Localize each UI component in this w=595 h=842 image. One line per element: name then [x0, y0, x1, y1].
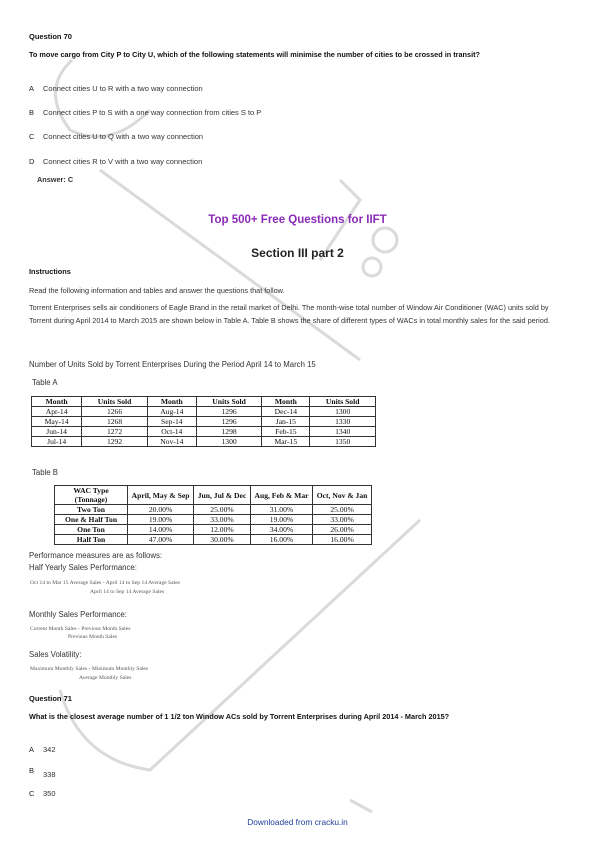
question-number: Question 70: [29, 32, 72, 41]
table-cell: Sep-14: [147, 417, 196, 427]
table-cell: Mar-15: [262, 437, 310, 447]
table-row: [32, 427, 376, 437]
watermark-stroke: [100, 170, 360, 360]
option-text[interactable]: 338: [43, 770, 56, 779]
table-cell: 19.00%: [250, 515, 312, 525]
table-cell: 16.00%: [250, 535, 312, 545]
table-cell: 14.00%: [128, 525, 194, 535]
table-row: [55, 525, 372, 535]
table-cell: 19.00%: [128, 515, 194, 525]
half-yearly-numerator: Oct 14 to Mar 15 Average Sales - April 14 to Sep 14 Average Sales: [30, 580, 180, 586]
answer-label: Answer: C: [37, 175, 74, 184]
table-header-row: [32, 397, 376, 407]
watermark-stroke: [55, 60, 150, 137]
option-text[interactable]: Connect cities U to Q with a two way connection: [43, 132, 204, 141]
table-row: [32, 437, 376, 447]
table-cell: Apr-14: [32, 407, 82, 417]
row-header: Two Ton: [55, 505, 128, 515]
option-letter: A: [29, 84, 35, 93]
table-cell: 47.00%: [128, 535, 194, 545]
table-cell: 33.00%: [194, 515, 251, 525]
table-b-label: Table B: [32, 468, 59, 477]
promo-link[interactable]: Top 500+ Free Questions for IIFT: [208, 214, 387, 226]
table-cell: 1300: [196, 437, 262, 447]
table-cell: Feb-15: [262, 427, 310, 437]
table-a: [31, 396, 376, 447]
table-cell: Dec-14: [262, 407, 310, 417]
table-cell: Jul-14: [32, 437, 82, 447]
table-cell: Jan-15: [262, 417, 310, 427]
column-header: April, May & Sep: [128, 486, 194, 505]
table-cell: 25.00%: [194, 505, 251, 515]
column-header: WAC Type (Tonnage): [55, 486, 128, 505]
table-a-caption: Number of Units Sold by Torrent Enterprises During the Period April 14 to March 15: [29, 360, 316, 369]
volatility-denominator: Average Monthly Sales: [79, 675, 132, 681]
option-text[interactable]: Connect cities P to S with a one way connection from cities S to P: [43, 108, 262, 117]
table-cell: 34.00%: [250, 525, 312, 535]
option-letter: D: [29, 157, 35, 166]
question-text: What is the closest average number of 1 1/2 ton Window ACs sold by Torrent Enterprises during April 2014 - March 2015?: [29, 712, 450, 721]
column-header: Month: [262, 397, 310, 407]
table-cell: 1272: [82, 427, 148, 437]
table-cell: 30.00%: [194, 535, 251, 545]
table-header-row: [55, 486, 372, 505]
column-header: Oct, Nov & Jan: [313, 486, 372, 505]
column-header: Aug, Feb & Mar: [250, 486, 312, 505]
question-number: Question 71: [29, 694, 72, 703]
column-header: Units Sold: [196, 397, 262, 407]
watermark-ring: [363, 258, 381, 276]
table-cell: Nov-14: [147, 437, 196, 447]
volatility-numerator: Maximum Monthly Sales - Minimum Monthly Sales: [30, 666, 149, 672]
table-cell: 1266: [82, 407, 148, 417]
option-letter: C: [29, 789, 35, 798]
table-cell: 1330: [310, 417, 376, 427]
table-cell: 1340: [310, 427, 376, 437]
column-header: Month: [32, 397, 82, 407]
table-cell: 26.00%: [313, 525, 372, 535]
table-cell: Aug-14: [147, 407, 196, 417]
table-cell: 25.00%: [313, 505, 372, 515]
table-cell: 12.00%: [194, 525, 251, 535]
table-cell: 1292: [82, 437, 148, 447]
option-letter: B: [29, 108, 35, 117]
table-cell: 1296: [196, 407, 262, 417]
table-cell: Jun-14: [32, 427, 82, 437]
option-text[interactable]: Connect cities R to V with a two way connection: [43, 157, 203, 166]
table-row: [55, 515, 372, 525]
column-header: Month: [147, 397, 196, 407]
row-header: Half Ton: [55, 535, 128, 545]
table-row: [32, 407, 376, 417]
monthly-numerator: Current Month Sales - Previous Month Sales: [30, 626, 131, 632]
instructions-heading: Instructions: [29, 267, 71, 276]
instructions-paragraph: Torrent Enterprises sells air conditioners of Eagle Brand in the retail market of Delhi. The month-wise total number of Window Air Conditioner (WAC) units sold by Torrent during April 2014 to March 2015 are shown below in Table A. Table B shows the share of different types of WACs in total monthly sales for the said period.: [29, 303, 550, 325]
table-cell: 31.00%: [250, 505, 312, 515]
watermark-stroke: [350, 800, 372, 812]
volatility-label: Sales Volatility:: [29, 650, 82, 659]
table-cell: 1350: [310, 437, 376, 447]
table-cell: May-14: [32, 417, 82, 427]
table-row: [32, 417, 376, 427]
footer-link[interactable]: Downloaded from cracku.in: [247, 817, 348, 827]
table-row: [55, 505, 372, 515]
measures-intro: Performance measures are as follows:: [29, 551, 163, 560]
table-cell: Oct-14: [147, 427, 196, 437]
table-cell: 1300: [310, 407, 376, 417]
half-yearly-label: Half Yearly Sales Performance:: [29, 563, 137, 572]
table-cell: 1268: [82, 417, 148, 427]
table-cell: 16.00%: [313, 535, 372, 545]
option-letter: C: [29, 132, 35, 141]
table-cell: 1296: [196, 417, 262, 427]
half-yearly-denominator: April 14 to Sep 14 Average Sales: [90, 589, 165, 595]
table-cell: 33.00%: [313, 515, 372, 525]
table-cell: 20.00%: [128, 505, 194, 515]
table-a-label: Table A: [32, 378, 58, 387]
section-title: Section III part 2: [251, 246, 344, 260]
option-text[interactable]: Connect cities U to R with a two way connection: [43, 84, 203, 93]
question-text: To move cargo from City P to City U, which of the following statements will minimise the number of cities to be crossed in transit?: [29, 50, 480, 59]
option-text[interactable]: 350: [43, 789, 56, 798]
instructions-line: Read the following information and tables and answer the questions that follow.: [29, 286, 285, 295]
row-header: One Ton: [55, 525, 128, 535]
row-header: One & Half Ton: [55, 515, 128, 525]
option-letter: A: [29, 745, 35, 754]
monthly-denominator: Previous Month Sales: [68, 634, 118, 640]
option-text[interactable]: 342: [43, 745, 56, 754]
table-b: [54, 485, 372, 545]
monthly-label: Monthly Sales Performance:: [29, 610, 127, 619]
table-cell: 1298: [196, 427, 262, 437]
table-row: [55, 535, 372, 545]
column-header: Jun, Jul & Dec: [194, 486, 251, 505]
column-header: Units Sold: [82, 397, 148, 407]
option-letter: B: [29, 766, 35, 775]
column-header: Units Sold: [310, 397, 376, 407]
